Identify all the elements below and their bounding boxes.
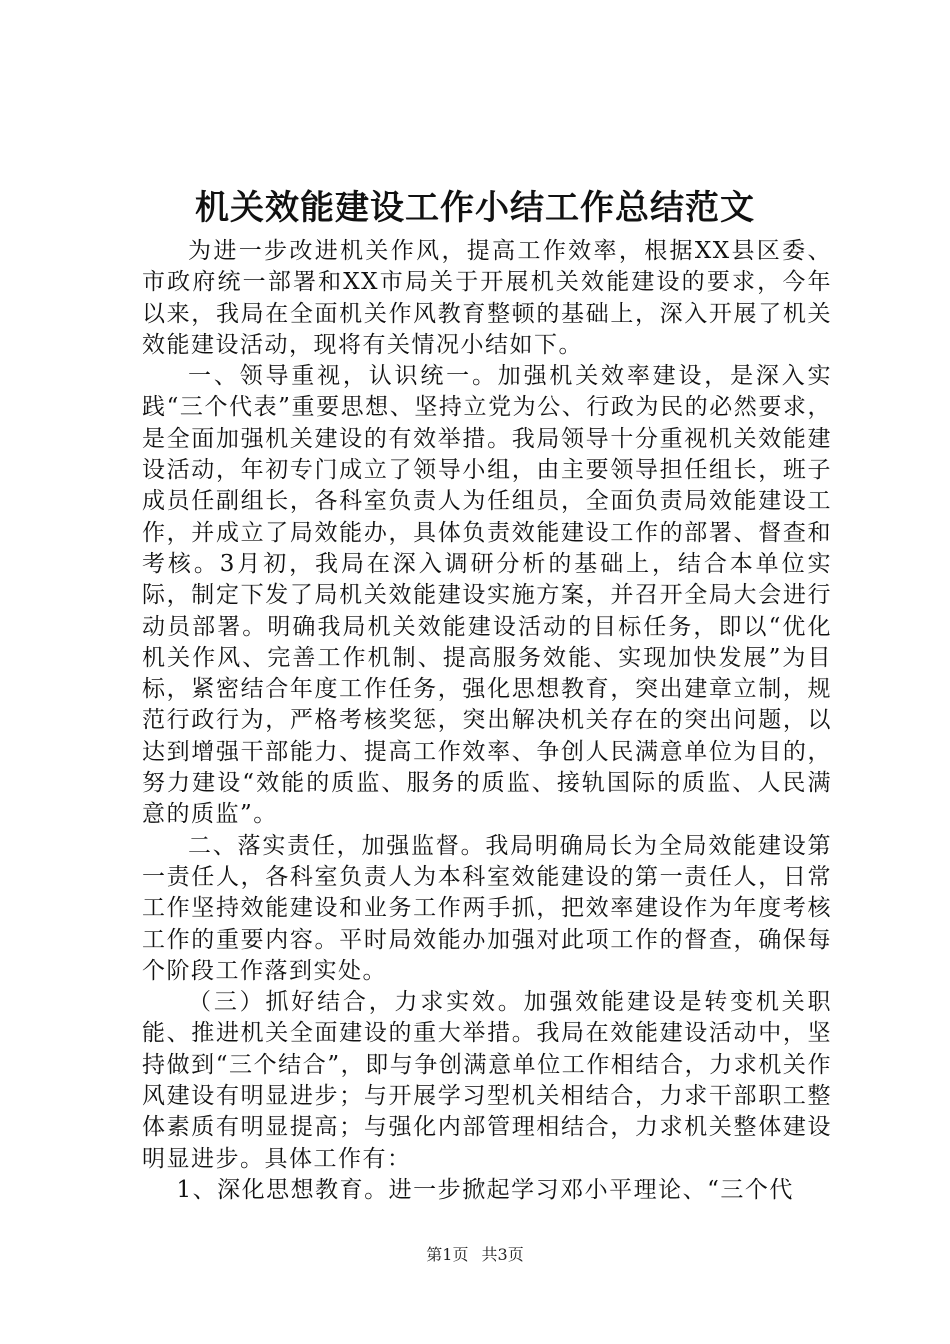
section-1-paragraph: 一、领导重视，认识统一。加强机关效率建设，是深入实践“三个代表”重要思想、坚持立党为公、行政为民的必然要求，是全面加强机关建设的有效举措。我局领导十分重视机关效能建设活动，年初专门成立了领导小组，由主要领导担任组长，班子成员任副组长，各科室负责人为任组员，全面负责局效能建设工作，并成立了局效能办，具体负责效能建设工作的部署、督查和考核。3月初，我局在深入调研分析的基础上，结合本单位实际，制定下发了局机关效能建设实施方案，并召开全局大会进行动员部署。明确我局机关效能建设活动的目标任务，即以“优化机关作风、完善工作机制、提高服务效能、实现加快发展”为目标，紧密结合年度工作任务，强化思想教育，突出建章立制，规范行政行为，严格考核奖惩，突出解决机关存在的突出问题，以达到增强干部能力、提高工作效率、争创人民满意单位为目的，努力建设“效能的质监、服务的质监、接轨国际的质监、人民满意的质监”。	[142, 363, 832, 828]
page-footer	[0, 1244, 950, 1266]
document-body	[142, 236, 832, 1206]
section-2-paragraph: 二、落实责任，加强监督。我局明确局长为全局效能建设第一责任人，各科室负责人为本科室效能建设的第一责任人，日常工作坚持效能建设和业务工作两手抓，把效率建设作为年度考核工作的重要内容。平时局效能办加强对此项工作的督查，确保每个阶段工作落到实处。	[142, 832, 832, 984]
item-1-paragraph: 1、深化思想教育。进一步掀起学习邓小平理论、“三个代	[176, 1176, 794, 1203]
intro-paragraph: 为进一步改进机关作风，提高工作效率，根据XX县区委、市政府统一部署和XX市局关于开展机关效能建设的要求，今年以来，我局在全面机关作风教育整顿的基础上，深入开展了机关效能建设活动，现将有关情况小结如下。	[142, 238, 832, 358]
page-total: 共3页	[481, 1245, 524, 1264]
document-title: 机关效能建设工作小结工作总结范文	[195, 188, 755, 228]
page-number: 第1页	[426, 1245, 469, 1264]
section-3-paragraph: （三）抓好结合，力求实效。加强效能建设是转变机关职能、推进机关全面建设的重大举措。我局在效能建设活动中，坚持做到“三个结合”，即与争创满意单位工作相结合，力求机关作风建设有明显进步；与开展学习型机关相结合，力求干部职工整体素质有明显提高；与强化内部管理相结合，力求机关整体建设明显进步。具体工作有：	[142, 989, 832, 1172]
